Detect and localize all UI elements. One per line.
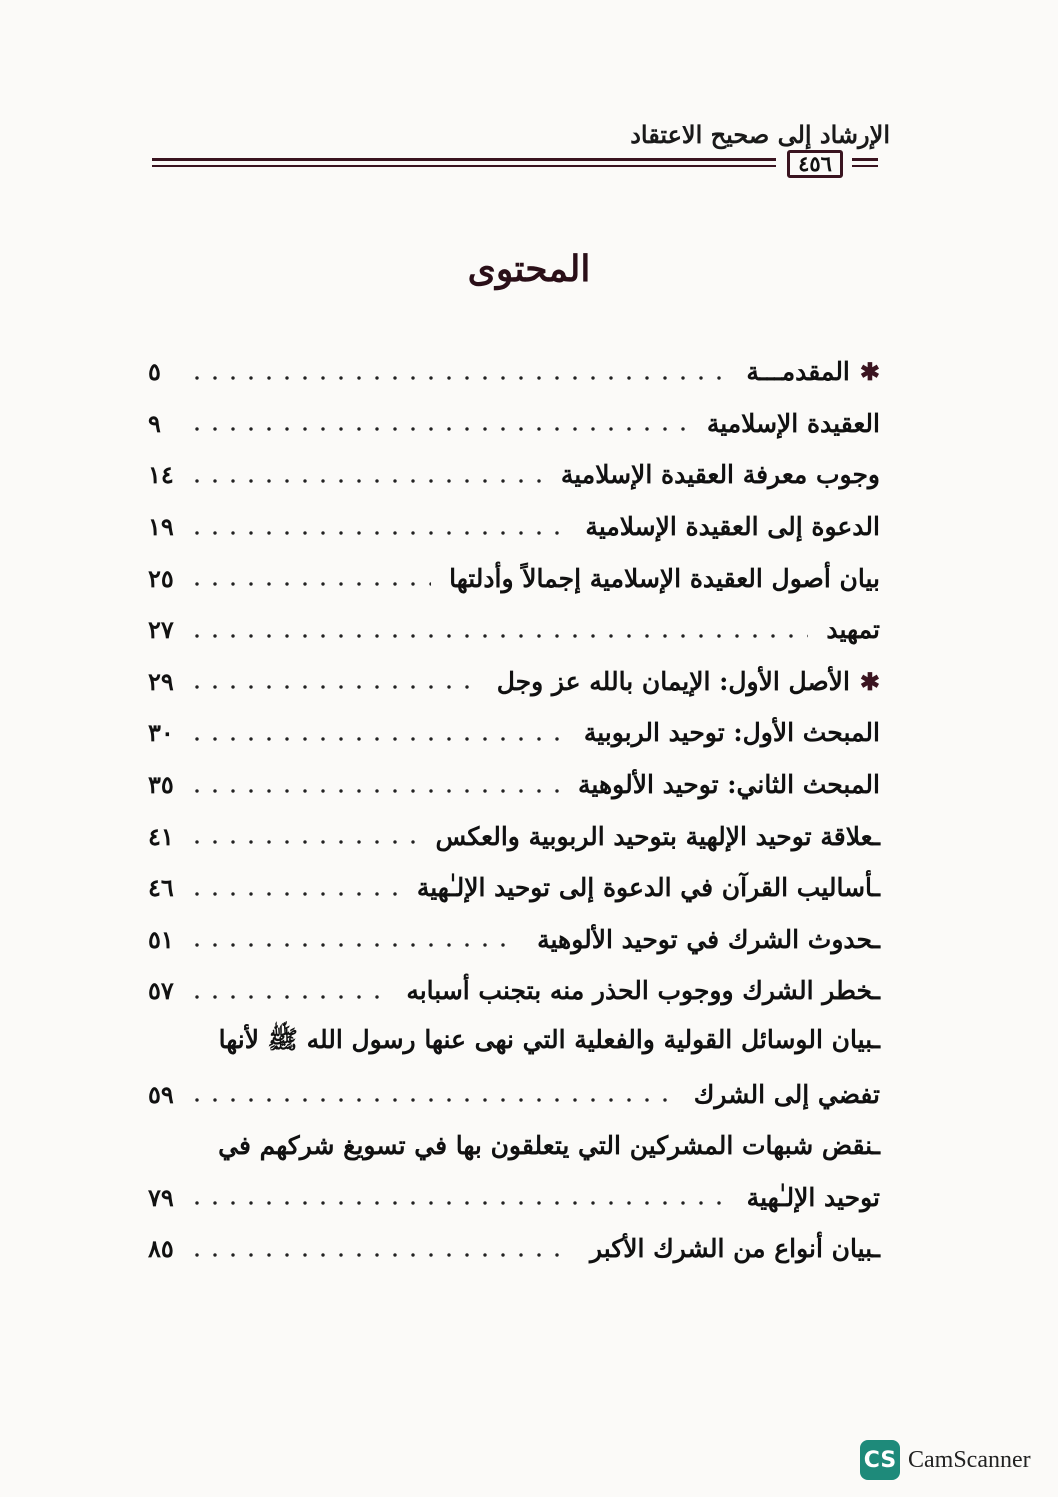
- dot-leader: [188, 685, 479, 689]
- toc-entry-text: العقيدة الإسلامية: [706, 408, 880, 438]
- toc-entry-page: ١٩: [148, 512, 174, 542]
- toc-entry: [148, 810, 880, 862]
- toc-entry: [148, 656, 880, 708]
- toc-entry-page: ٤٦: [148, 873, 174, 903]
- toc-entry-text: المقدمـــة: [746, 357, 850, 387]
- toc-entry-text: وجوب معرفة العقيدة الإسلامية: [560, 460, 880, 490]
- toc-entry-page: ٥٩: [148, 1079, 174, 1109]
- table-of-contents: [148, 346, 880, 1275]
- toc-entry-page: ١٤: [148, 460, 174, 490]
- toc-entry-label: [695, 409, 880, 438]
- toc-entry-text: تمهيد: [826, 615, 880, 645]
- toc-entry-label: [437, 564, 880, 593]
- header-page-number: ٤٥٦: [787, 150, 843, 178]
- toc-entry-label: [735, 1183, 880, 1212]
- toc-entry-label: [405, 873, 880, 902]
- toc-entry: [148, 914, 880, 966]
- toc-entry: [148, 398, 880, 450]
- toc-entry-text: المبحث الثاني: توحيد الألوهية: [578, 770, 880, 800]
- toc-entry: [148, 449, 880, 501]
- toc-entry-page: ٥: [148, 357, 161, 387]
- toc-entry-label: [394, 976, 880, 1005]
- dot-leader: [188, 531, 567, 535]
- toc-entry-text: المبحث الأول: توحيد الربوبية: [583, 718, 880, 748]
- toc-entry: [148, 1223, 880, 1275]
- toc-entry-page: ٧٩: [148, 1182, 174, 1212]
- toc-entry-text: ـحدوث الشرك في توحيد الألوهية: [537, 924, 880, 954]
- dot-leader: [188, 1253, 572, 1257]
- dot-leader: [188, 892, 399, 896]
- toc-entry: [148, 604, 880, 656]
- toc-entry-label: [549, 460, 880, 489]
- toc-entry-text: تفضي إلى الشرك: [693, 1079, 880, 1109]
- toc-entry: [148, 1068, 880, 1120]
- camscanner-watermark: [860, 1440, 1031, 1480]
- toc-entry: [148, 1017, 880, 1069]
- toc-entry: [148, 346, 880, 398]
- toc-entry-label: [206, 1131, 880, 1160]
- dot-leader: [188, 737, 566, 741]
- running-header-title: الإرشاد إلى صحيح الاعتقاد: [630, 120, 890, 149]
- toc-entry: [148, 862, 880, 914]
- toc-entry-text: ـبيان الوسائل القولية والفعلية التي نهى عنها رسول الله ﷺ لأنها: [218, 1025, 880, 1055]
- toc-entry-text: ـأساليب القرآن في الدعوة إلى توحيد الإلـٰهية: [416, 873, 880, 903]
- toc-entry-page: ٣٠: [148, 718, 174, 748]
- toc-entry: [148, 552, 880, 604]
- toc-entry-page: ٢٩: [148, 666, 174, 696]
- toc-entry: [148, 1120, 880, 1172]
- dot-leader: [188, 1201, 729, 1205]
- asterisk-icon: ✱: [859, 666, 880, 696]
- dot-leader: [188, 376, 728, 380]
- toc-entry: [148, 501, 880, 553]
- header-rule-stub: [852, 158, 878, 168]
- toc-entry-page: ٢٥: [148, 563, 174, 593]
- contents-title: المحتوى: [467, 248, 591, 290]
- toc-entry-text: ـخطر الشرك ووجوب الحذر منه بتجنب أسبابه: [406, 976, 880, 1006]
- header-rule: [152, 156, 776, 172]
- dot-leader: [188, 582, 431, 586]
- dot-leader: [188, 479, 543, 483]
- toc-entry-label: [814, 615, 880, 644]
- toc-entry: [148, 965, 880, 1017]
- dot-leader: [188, 427, 689, 431]
- toc-entry-page: ٥١: [148, 924, 174, 954]
- toc-entry: [148, 707, 880, 759]
- dot-leader: [188, 943, 519, 947]
- toc-entry-label: [682, 1080, 880, 1109]
- toc-entry-page: ٤١: [148, 821, 174, 851]
- toc-entry-page: ٨٥: [148, 1234, 174, 1264]
- camscanner-logo-icon: CS: [860, 1440, 900, 1480]
- toc-entry: [148, 1172, 880, 1224]
- toc-entry-text: ـعلاقة توحيد الإلهية بتوحيد الربوبية والعكس: [435, 821, 880, 851]
- toc-entry-text: الدعوة إلى العقيدة الإسلامية: [585, 512, 880, 542]
- toc-entry-label: [566, 770, 880, 799]
- toc-entry: [148, 759, 880, 811]
- toc-entry-text: ـنقض شبهات المشركين التي يتعلقون بها في تسويغ شركهم في: [218, 1131, 880, 1161]
- dot-leader: [188, 995, 388, 999]
- toc-entry-label: [525, 925, 880, 954]
- dot-leader: [188, 789, 560, 793]
- toc-entry-label: [573, 512, 880, 541]
- dot-leader: [188, 1098, 676, 1102]
- toc-entry-page: ٩: [148, 408, 161, 438]
- toc-entry-text: ـبيان أنواع من الشرك الأكبر: [589, 1234, 880, 1264]
- toc-entry-text: بيان أصول العقيدة الإسلامية إجمالاً وأدلتها: [449, 563, 880, 593]
- toc-entry-text: توحيد الإلـٰهية: [746, 1182, 880, 1212]
- toc-entry-label: [485, 667, 880, 696]
- dot-leader: [188, 634, 808, 638]
- toc-entry-label: [578, 1234, 880, 1263]
- asterisk-icon: ✱: [859, 357, 880, 387]
- toc-entry-label: [207, 1024, 880, 1061]
- dot-leader: [188, 840, 417, 844]
- toc-entry-label: [423, 822, 880, 851]
- toc-entry-page: ٥٧: [148, 976, 174, 1006]
- camscanner-brand: CamScanner: [908, 1446, 1031, 1473]
- toc-entry-text: الأصل الأول: الإيمان بالله عز وجل: [496, 666, 850, 696]
- toc-entry-page: ٢٧: [148, 615, 174, 645]
- toc-entry-label: [734, 357, 880, 386]
- toc-entry-page: ٣٥: [148, 770, 174, 800]
- toc-entry-label: [572, 718, 880, 747]
